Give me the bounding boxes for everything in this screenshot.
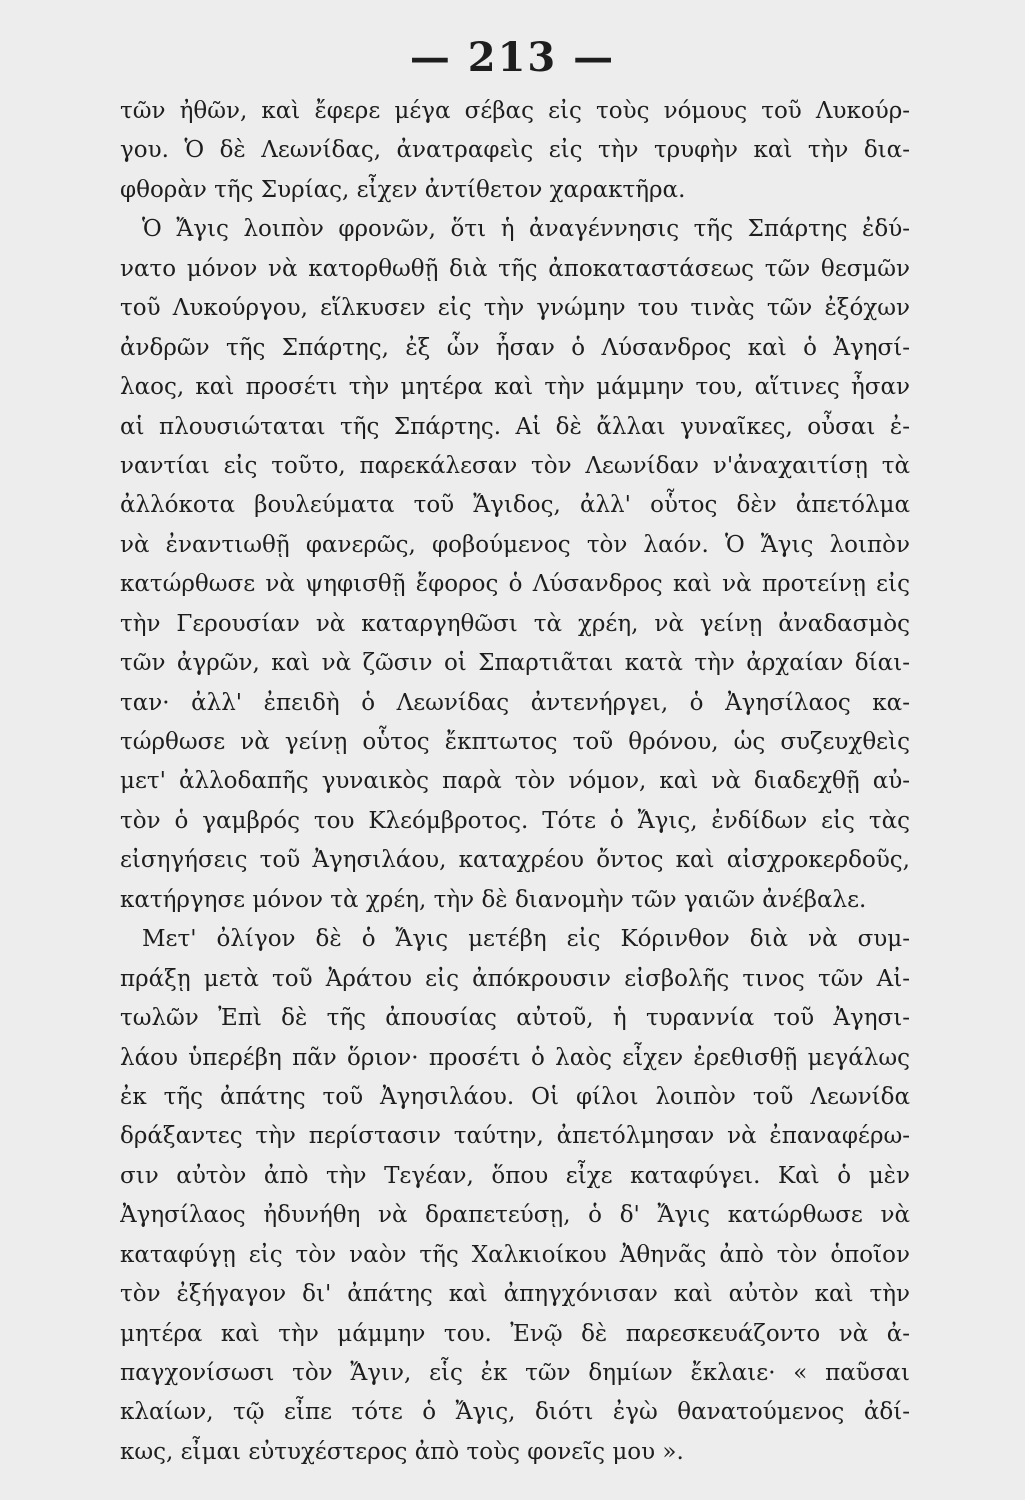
text-line: ἀλλόκοτα βουλεύματα τοῦ Ἄγιδος, ἀλλ' οὗτος δὲν ἀπετόλμα	[120, 492, 910, 519]
text-line: τωλῶν Ἐπὶ δὲ τῆς ἀπουσίας αὐτοῦ, ἡ τυραννία τοῦ Ἀγησι-	[120, 1005, 910, 1032]
text-line: νατο μόνον νὰ κατορθωθῇ διὰ τῆς ἀποκαταστάσεως τῶν θεσμῶν	[120, 255, 910, 282]
text-line: ταν· ἀλλ' ἐπειδὴ ὁ Λεωνίδας ἀντενήργει, ὁ Ἀγησίλαος κα-	[120, 689, 910, 716]
text-line: σιν αὐτὸν ἀπὸ τὴν Τεγέαν, ὅπου εἶχε καταφύγει. Καὶ ὁ μὲν	[120, 1162, 910, 1189]
text-line: αἱ πλουσιώταται τῆς Σπάρτης. Αἱ δὲ ἄλλαι γυναῖκες, οὖσαι ἐ-	[120, 413, 910, 440]
text-line: κατήργησε μόνον τὰ χρέη, τὴν δὲ διανομὴν τῶν γαιῶν ἀνέβαλε.	[120, 886, 867, 913]
text-line: ἀνδρῶν τῆς Σπάρτης, ἐξ ὧν ἦσαν ὁ Λύσανδρος καὶ ὁ Ἀγησί-	[120, 334, 910, 361]
text-line: λαος, καὶ προσέτι τὴν μητέρα καὶ τὴν μάμμην του, αἵτινες ἦσαν	[120, 374, 910, 401]
text-line: λάου ὑπερέβη πᾶν ὅριον· προσέτι ὁ λαὸς εἶχεν ἐρεθισθῇ μεγάλως	[120, 1044, 910, 1071]
text-line: εἰσηγήσεις τοῦ Ἀγησιλάου, καταχρέου ὄντος καὶ αἰσχροκερδοῦς,	[120, 847, 910, 874]
text-line: κλαίων, τῷ εἶπε τότε ὁ Ἄγις, διότι ἐγὼ θανατούμενος ἀδί-	[120, 1399, 910, 1426]
text-line: κως, εἶμαι εὐτυχέστερος ἀπὸ τοὺς φονεῖς μου ».	[120, 1438, 684, 1465]
text-line: μητέρα καὶ τὴν μάμμην του. Ἐνῷ δὲ παρεσκευάζοντο νὰ ἀ-	[120, 1320, 910, 1347]
text-line: τῶν ἀγρῶν, καὶ νὰ ζῶσιν οἱ Σπαρτιᾶται κατὰ τὴν ἀρχαίαν δίαι-	[120, 650, 910, 677]
text-line: παγχονίσωσι τὸν Ἄγιν, εἷς ἐκ τῶν δημίων ἔκλαιε· « παῦσαι	[120, 1360, 910, 1386]
text-line: Ἀγησίλαος ἠδυνήθη νὰ δραπετεύσῃ, ὁ δ' Ἄγις κατώρθωσε νὰ	[120, 1202, 910, 1229]
text-line: τῶν ἠθῶν, καὶ ἔφερε μέγα σέβας εἰς τοὺς νόμους τοῦ Λυκούρ-	[120, 98, 910, 124]
text-line: δράξαντες τὴν περίστασιν ταύτην, ἀπετόλμησαν νὰ ἐπαναφέρω-	[120, 1123, 910, 1150]
text-line: τὸν ἐξήγαγον δι' ἀπάτης καὶ ἀπηγχόνισαν καὶ αὐτὸν καὶ τὴν	[120, 1281, 910, 1308]
text-line: τώρθωσε νὰ γείνῃ οὗτος ἔκπτωτος τοῦ θρόνου, ὡς συζευχθεὶς	[120, 729, 910, 755]
body-text	[120, 92, 910, 1472]
text-line: Ὁ Ἄγις λοιπὸν φρονῶν, ὅτι ἡ ἀναγέννησις τῆς Σπάρτης ἐδύ-	[142, 216, 910, 243]
text-line: μετ' ἀλλοδαπῆς γυναικὸς παρὰ τὸν νόμον, καὶ νὰ διαδεχθῇ αὐ-	[120, 768, 910, 795]
text-line: κατώρθωσε νὰ ψηφισθῇ ἔφορος ὁ Λύσανδρος καὶ νὰ προτείνῃ εἰς	[120, 571, 910, 598]
text-line: ἐκ τῆς ἀπάτης τοῦ Ἀγησιλάου. Οἱ φίλοι λοιπὸν τοῦ Λεωνίδα	[120, 1083, 910, 1110]
text-line: καταφύγῃ εἰς τὸν ναὸν τῆς Χαλκιοίκου Ἀθηνᾶς ἀπὸ τὸν ὁποῖον	[120, 1241, 910, 1268]
page-number: — 213 —	[409, 34, 616, 81]
text-line: τὴν Γερουσίαν νὰ καταργηθῶσι τὰ χρέη, νὰ γείνῃ ἀναδασμὸς	[120, 610, 910, 637]
text-line: Μετ' ὀλίγον δὲ ὁ Ἄγις μετέβη εἰς Κόρινθον διὰ νὰ συμ-	[142, 926, 910, 953]
text-line: ναντίαι εἰς τοῦτο, παρεκάλεσαν τὸν Λεωνίδαν ν'ἀναχαιτίσῃ τὰ	[120, 452, 910, 479]
text-line: φθορὰν τῆς Συρίας, εἶχεν ἀντίθετον χαρακτῆρα.	[120, 176, 686, 203]
text-line: τὸν ὁ γαμβρός του Κλεόμβροτος. Τότε ὁ Ἄγις, ἐνδίδων εἰς τὰς	[120, 807, 910, 834]
text-line: γου. Ὁ δὲ Λεωνίδας, ἀνατραφεὶς εἰς τὴν τρυφὴν καὶ τὴν δια-	[120, 137, 910, 164]
text-line: τοῦ Λυκούργου, εἵλκυσεν εἰς τὴν γνώμην του τινὰς τῶν ἐξόχων	[120, 295, 910, 322]
text-line: πράξῃ μετὰ τοῦ Ἀράτου εἰς ἀπόκρουσιν εἰσβολῆς τινος τῶν Αἰ-	[120, 965, 910, 992]
text-line: νὰ ἐναντιωθῇ φανερῶς, φοβούμενος τὸν λαόν. Ὁ Ἄγις λοιπὸν	[120, 531, 910, 558]
